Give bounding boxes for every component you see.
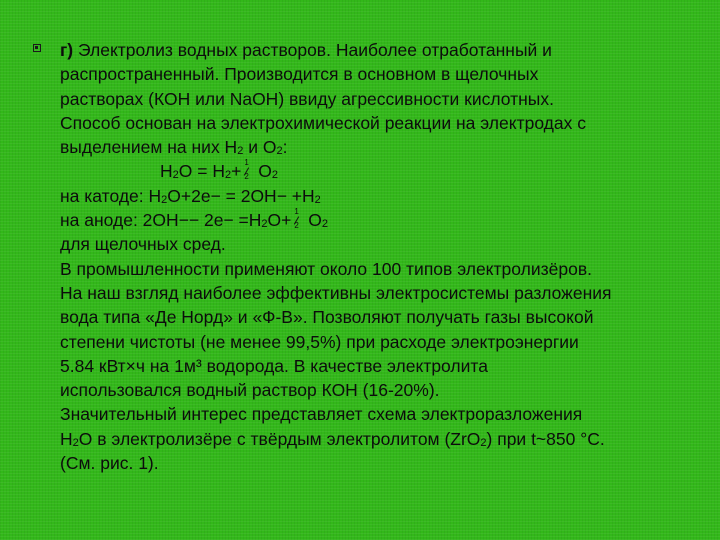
paragraph-line-3: растворах (КОН или NaOH) ввиду агрессивности кислотных. (60, 88, 554, 109)
text-segment: и О (243, 137, 277, 158)
industry-line-6: использовался водный раствор КОН (16-20%). (60, 380, 440, 401)
alkaline-note: для щелочных сред. (60, 234, 226, 255)
subscript: 2 (261, 218, 268, 231)
square-bullet-icon (33, 44, 41, 52)
industry-line-5: 5.84 кВт×ч на 1м³ водорода. В качестве электролита (60, 355, 488, 376)
subscript: 2 (321, 218, 328, 231)
interest-line-2 (60, 427, 700, 451)
text-segment: O (303, 210, 322, 231)
text-segment: на катоде: H (60, 185, 162, 206)
equation-water-split (60, 159, 700, 183)
text-segment: O = H (178, 161, 225, 182)
subscript: 2 (161, 193, 168, 206)
subscript: 2 (480, 436, 487, 449)
subscript: 2 (276, 145, 283, 158)
fraction-one-half (292, 207, 302, 232)
paragraph-line-1 (60, 38, 700, 62)
fraction-denominator: 2 (244, 172, 249, 182)
fraction-numerator: 1 (244, 158, 249, 168)
industry-line-2: На наш взгляд наиболее эффективны электросистемы разложения (60, 282, 612, 303)
industry-line-1: В промышленности применяют около 100 типов электролизёров. (60, 258, 592, 279)
fraction-one-half (242, 158, 252, 183)
subscript: 2 (314, 193, 321, 206)
text-segment: + (231, 161, 242, 182)
text-segment: выделением на них Н (60, 137, 238, 158)
text-segment: на аноде: 2OH−− 2e− =H (60, 210, 262, 231)
industry-line-4: степени чистоты (не менее 99,5%) при расходе электроэнергии (60, 331, 579, 352)
text-segment: Электролиз водных растворов. Наиболее отработанный и (78, 40, 552, 60)
subscript: 2 (72, 436, 79, 449)
paragraph-line-5 (60, 135, 700, 159)
text-segment: O (253, 161, 272, 182)
subscript: 2 (172, 169, 179, 182)
text-segment: : (282, 137, 288, 158)
interest-line-1: Значительный интерес представляет схема электроразложения (60, 404, 583, 425)
industry-line-3: вода типа «Де Норд» и «Ф-В». Позволяют получать газы высокой (60, 307, 594, 328)
subscript: 2 (271, 169, 278, 182)
fraction-denominator: 2 (294, 221, 299, 231)
equation-cathode (60, 184, 700, 208)
text-segment: H (160, 161, 173, 182)
text-segment: O+2e− = 2OH− +H (167, 185, 315, 206)
fraction-numerator: 1 (294, 207, 299, 217)
text-segment: О в электролизёре с твёрдым электролитом (ZrO (78, 428, 481, 449)
paragraph-line-2: распространенный. Производится в основном в щелочных (60, 64, 539, 85)
slide-text (60, 38, 700, 475)
interest-line-3: (См. рис. 1). (60, 453, 159, 474)
paragraph-line-4: Способ основан на электрохимической реакции на электродах с (60, 112, 586, 133)
text-segment: Н (60, 428, 73, 449)
section-marker: г) (60, 40, 74, 60)
text-segment: ) при t~850 °С. (486, 428, 605, 449)
subscript: 2 (224, 169, 232, 182)
subscript: 2 (237, 145, 244, 158)
equation-anode (60, 208, 700, 232)
text-segment: O+ (267, 210, 292, 231)
